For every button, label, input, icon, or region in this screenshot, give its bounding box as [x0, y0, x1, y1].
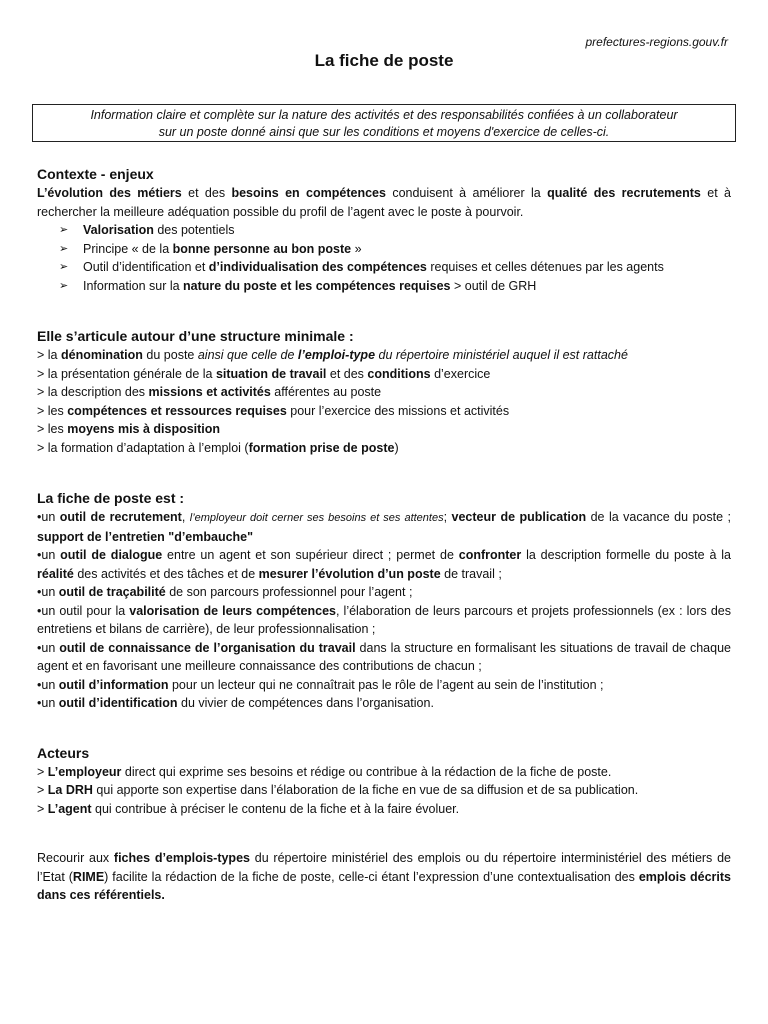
- list-item: [59, 277, 731, 296]
- italic-phrase: l’employeur doit cerner ses besoins et ses attentes: [189, 512, 444, 524]
- list-item: [59, 240, 731, 259]
- text-run: > la description des: [37, 385, 149, 399]
- arrow-bullet-icon: ➢: [59, 242, 69, 255]
- bold-phrase: outil de connaissance de l’organisation du travail: [59, 640, 356, 655]
- text-run: •un: [37, 585, 59, 599]
- text-run: dans la structure en formalisant les situations de travail de chaque agent et en favorisant une meilleure connaissance des contributions de chacun ;: [37, 640, 731, 673]
- text-run: conduisent à améliorer la: [385, 186, 548, 200]
- list-item: [37, 420, 731, 439]
- list-item: [37, 781, 731, 800]
- text-run: et à rechercher la meilleure adéquation possible du profil de l’agent avec le poste à pourvoir.: [37, 186, 732, 219]
- purpose-item: [37, 676, 731, 695]
- text-run: ;: [443, 510, 452, 524]
- text-run: Information sur la: [83, 278, 184, 293]
- bold-phrase: RIME: [72, 869, 105, 884]
- text-run: afférentes au poste: [270, 385, 382, 399]
- bold-phrase: confronter: [458, 548, 522, 562]
- bold-phrase: réalité: [37, 566, 74, 581]
- bold-phrase: dénomination: [60, 348, 143, 362]
- purpose-item: [37, 694, 731, 713]
- list-item: [37, 439, 731, 458]
- actors-list: [37, 763, 731, 819]
- text-run: de travail ;: [440, 566, 502, 581]
- bold-phrase: situation de travail: [215, 366, 327, 381]
- bold-phrase: outil d’identification: [58, 696, 178, 710]
- bold-phrase: nature du poste et les compétences requises: [183, 278, 451, 293]
- list-item: [37, 365, 731, 384]
- text-run: •un: [37, 510, 60, 524]
- list-item: [37, 402, 731, 421]
- text-run: •un: [37, 696, 59, 710]
- text-run: •un outil pour la: [37, 603, 130, 618]
- text-run: > la présentation générale de la: [37, 366, 216, 381]
- section-heading-structure: Elle s’articule autour d’une structure minimale :: [37, 328, 354, 344]
- text-run: pour l’exercice des missions et activités: [286, 403, 510, 418]
- main-content: [37, 164, 731, 905]
- text-run: ): [394, 440, 399, 455]
- section-heading-context: Contexte - enjeux: [37, 166, 154, 182]
- bold-phrase: compétences et ressources requises: [67, 403, 287, 418]
- italic-phrase: du répertoire ministériel auquel il est rattaché: [375, 348, 628, 362]
- bold-phrase: bonne personne au bon poste: [172, 241, 352, 256]
- bold-phrase: Valorisation: [83, 223, 154, 237]
- bold-phrase: formation prise de poste: [248, 440, 395, 455]
- text-run: >: [37, 783, 48, 797]
- text-run: des activités et des tâches et de: [73, 566, 259, 581]
- definition-box: [32, 104, 736, 142]
- text-run: la description formelle du poste à la: [521, 548, 731, 562]
- bold-phrase: La DRH: [47, 783, 93, 797]
- bold-phrase: outil de dialogue: [60, 548, 163, 562]
- text-run: , l’élaboration de leurs parcours et projets professionnels (ex : lors des entretiens et bilans de carrière), de leur professionnalisation ;: [37, 603, 731, 636]
- text-run: •un: [37, 640, 60, 655]
- text-run: et des: [181, 186, 232, 200]
- purpose-item: [37, 508, 731, 546]
- arrow-bullet-icon: ➢: [59, 261, 69, 273]
- text-run: et des: [326, 366, 368, 381]
- bold-phrase: d’individualisation des compétences: [208, 260, 427, 274]
- bold-phrase: support de l’entretien "d’embauche": [37, 529, 254, 544]
- list-item: [59, 221, 731, 240]
- text-run: >: [37, 764, 48, 779]
- text-run: > la formation d’adaptation à l’emploi (: [37, 440, 249, 455]
- text-run: requises et celles détenues par les agents: [426, 260, 664, 274]
- list-item: [37, 763, 731, 782]
- bold-phrase: besoins en compétences: [231, 186, 386, 200]
- text-run: des potentiels: [153, 223, 235, 237]
- bold-phrase: missions et activités: [148, 385, 271, 399]
- bold-phrase: vecteur de publication: [451, 510, 587, 524]
- purpose-item: [37, 602, 731, 639]
- text-run: ,: [181, 510, 190, 524]
- arrow-bullet-icon: ➢: [59, 224, 69, 236]
- text-run: •un: [37, 548, 61, 562]
- list-item: [37, 800, 731, 819]
- purpose-item: [37, 546, 731, 583]
- list-item: [37, 383, 731, 402]
- text-run: > les: [37, 422, 68, 436]
- bold-phrase: valorisation de leurs compétences: [129, 603, 336, 618]
- context-paragraph: [37, 184, 731, 221]
- text-run: »: [351, 241, 362, 256]
- text-run: du poste: [142, 348, 198, 362]
- site-url: prefectures-regions.gouv.fr: [585, 35, 728, 49]
- text-run: d’exercice: [430, 366, 491, 381]
- list-item: [37, 346, 731, 365]
- closing-paragraph: [37, 849, 731, 905]
- text-run: Outil d’identification et: [83, 260, 209, 274]
- bold-phrase: L’employeur: [47, 764, 122, 779]
- text-run: >: [37, 801, 48, 816]
- bold-phrase: L’évolution des métiers: [37, 186, 182, 200]
- text-run: Recourir aux: [37, 851, 114, 865]
- bold-phrase: emplois décrits dans ces référentiels.: [37, 869, 731, 902]
- text-run: •un: [37, 677, 59, 692]
- text-run: qui apporte son expertise dans l’élaboration de la fiche en vue de sa diffusion et de sa publication.: [92, 783, 639, 797]
- bold-phrase: qualité des recrutements: [547, 186, 701, 200]
- section-heading-actors: Acteurs: [37, 744, 90, 761]
- italic-phrase: ainsi que celle de: [197, 348, 298, 362]
- text-run: qui contribue à préciser le contenu de la fiche et à la faire évoluer.: [91, 801, 460, 816]
- text-run: du répertoire ministériel des emplois ou du répertoire interministériel des métiers de l’Etat (: [37, 851, 731, 884]
- bold-phrase: L’agent: [47, 801, 92, 816]
- bold-phrase: mesurer l’évolution d’un poste: [258, 566, 441, 581]
- section-heading-purpose: La fiche de poste est :: [37, 490, 185, 506]
- text-run: de son parcours professionnel pour l’agent ;: [165, 585, 413, 599]
- text-run: de la vacance du poste ;: [586, 510, 731, 524]
- text-run: ) facilite la rédaction de la fiche de poste, celle-ci étant l’expression d’une contextualisation des: [104, 869, 639, 884]
- structure-list: [37, 346, 731, 457]
- bold-phrase: outil de recrutement: [59, 510, 182, 524]
- purpose-item: [37, 639, 731, 676]
- page-title: La fiche de poste: [314, 51, 454, 70]
- context-bullet-list: [37, 221, 731, 295]
- purpose-item: [37, 583, 731, 602]
- bold-phrase: outil de traçabilité: [58, 585, 166, 599]
- text-run: > outil de GRH: [450, 278, 537, 293]
- text-run: du vivier de compétences dans l’organisation.: [177, 696, 434, 710]
- text-run: entre un agent et son supérieur direct ; permet de: [162, 548, 459, 562]
- text-run: > la: [37, 348, 61, 362]
- bold-italic-phrase: l’emploi-type: [297, 348, 376, 362]
- bold-phrase: fiches d’emplois-types: [113, 851, 250, 865]
- bold-phrase: moyens mis à disposition: [67, 422, 221, 436]
- text-run: direct qui exprime ses besoins et rédige ou contribue à la rédaction de la fiche de poste.: [121, 764, 612, 779]
- bold-phrase: outil d’information: [58, 677, 169, 692]
- text-run: > les: [37, 403, 68, 418]
- definition-line-1: Information claire et complète sur la nature des activités et des responsabilités confiées à un collaborateur: [90, 108, 678, 122]
- bold-phrase: conditions: [367, 366, 431, 381]
- text-run: pour un lecteur qui ne connaîtrait pas le rôle de l’agent au sein de l’institution ;: [168, 677, 604, 692]
- list-item: [59, 258, 731, 277]
- definition-line-2: sur un poste donné ainsi que sur les conditions et moyens d'exercice de celles-ci.: [158, 125, 610, 139]
- arrow-bullet-icon: ➢: [59, 279, 69, 292]
- text-run: Principe « de la: [83, 241, 173, 256]
